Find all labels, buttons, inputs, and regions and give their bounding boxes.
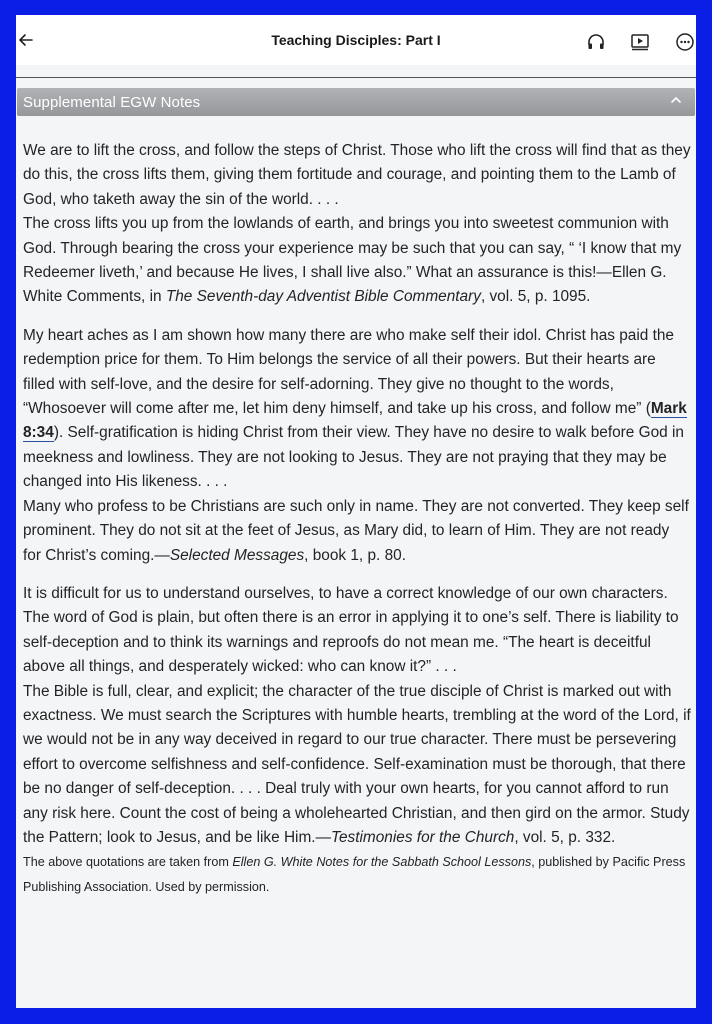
section-title: Supplemental EGW Notes xyxy=(23,94,201,111)
citation: Testimonies for the Church xyxy=(330,828,515,846)
notes-content xyxy=(23,139,691,900)
page-title: Teaching Disciples: Part I xyxy=(271,32,441,48)
paragraph: It is difficult for us to understand ourselves, to have a correct knowledge of our own characters. The word of God is plain, but often there is an error in applying it to one’s self. There is liability to self-deception and to think its warnings and reproofs do not mean me. “The heart is deceitful above all things, and desperately wicked: who can know it?” . . . xyxy=(23,584,679,676)
top-bar xyxy=(16,15,696,65)
more-options-icon xyxy=(675,32,695,52)
footnote: The above quotations are taken from Ellen G. White Notes for the Sabbath School Lessons, published by Pacific Press Publishing Association. Used by permission. xyxy=(23,855,686,895)
paragraph: We are to lift the cross, and follow the steps of Christ. Those who lift the cross will find that as they do this, the cross lifts them, giving them fortitude and courage, and pointing them to the Lamb of God, who taketh away the sin of the world. . . . xyxy=(23,142,691,208)
collapse-button[interactable] xyxy=(667,92,685,110)
video-play-icon xyxy=(630,32,650,52)
audio-button[interactable] xyxy=(586,32,606,52)
app-window xyxy=(16,15,696,1008)
video-button[interactable] xyxy=(630,32,650,52)
more-options-button[interactable] xyxy=(675,32,695,52)
header-divider xyxy=(16,77,696,78)
citation: The Seventh-day Adventist Bible Commentary xyxy=(165,288,481,306)
paragraph: The cross lifts you up from the lowlands of earth, and brings you into sweetest communion with God. Through bearing the cross your experience may be such that you can say, “ ‘I know that my Redeemer liveth,’ and because He lives, I shall live also.” What an assurance is this!—Ellen G. White Comments, in The Seventh-day Adventist Bible Commentary, vol. 5, p. 1095. xyxy=(23,215,682,306)
footnote-citation: Ellen G. White Notes for the Sabbath School Lessons xyxy=(232,855,532,870)
headphones-icon xyxy=(586,32,606,52)
back-button[interactable] xyxy=(16,28,36,52)
paragraph: The Bible is full, clear, and explicit; the character of the true disciple of Christ is marked out with exactness. We must search the Scriptures with humble hearts, trembling at the word of the Lord, if we would not be in any way deceived in regard to our true character. There must be persevering effort to overcome selfishness and self-confidence. Self-examination must be thorough, that there be no danger of self-deception. . . . Deal truly with your own hearts, for you cannot afford to run any risk here. Count the cost of being a wholehearted Christian, and then gird on the armor. Study the Pattern; look to Jesus, and be like Him.—Testimonies for the Church, vol. 5, p. 332. xyxy=(23,682,691,846)
citation: Selected Messages xyxy=(169,546,305,564)
arrow-left-icon xyxy=(18,32,34,48)
chevron-up-icon xyxy=(670,94,682,106)
paragraph: Many who profess to be Christians are such only in name. They are not converted. They keep self prominent. They do not sit at the feet of Jesus, as Mary did, to learn of Him. They are not ready for Christ’s coming.—Selected Messages, book 1, p. 80. xyxy=(23,497,689,564)
paragraph: My heart aches as I am shown how many there are who make self their idol. Christ has paid the redemption price for them. To Him belongs the service of all their powers. But their hearts are filled with self-love, and the desire for self-adorning. They give no thought to the words, “Whosoever will come after me, let him deny himself, and take up his cross, and follow me” (Mark 8:34). Self-gratification is hiding Christ from their view. They have no desire to walk before God in meekness and lowliness. They are not looking to Jesus. They are not praying that they may be changed into His likeness. . . . xyxy=(23,326,687,491)
scripture-link[interactable]: Mark 8:34 xyxy=(23,400,687,442)
section-header[interactable] xyxy=(17,88,695,116)
